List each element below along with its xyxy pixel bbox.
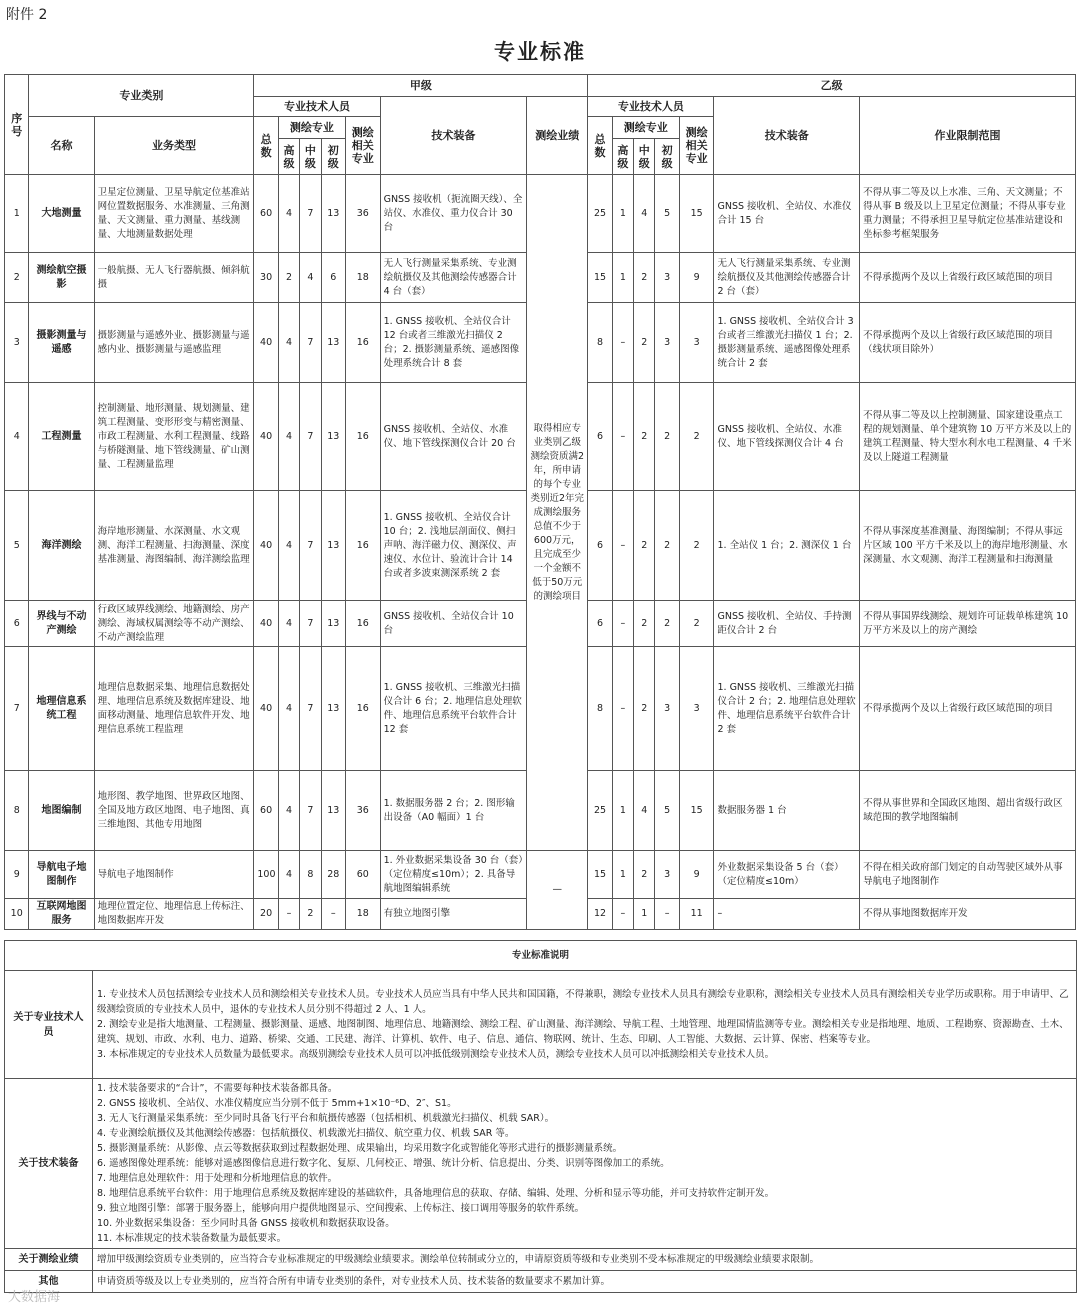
cell-b-jun: 5 <box>655 175 679 253</box>
cell-a-rel: 36 <box>345 175 380 253</box>
cell-biz: 地理位置定位、地理信息上传标注、地图数据库开发 <box>94 899 254 930</box>
cell-a-sen: 4 <box>278 771 299 851</box>
header-a-senior: 高级 <box>278 139 299 175</box>
cell-a-mid: 7 <box>300 771 321 851</box>
cell-b-mid: 2 <box>634 491 655 601</box>
header-a-staff: 专业技术人员 <box>254 97 380 117</box>
cell-a-equip: 1. 外业数据采集设备 30 台（套）（定位精度≤10m）；2. 具备导航地图编辑系统 <box>380 851 527 899</box>
header-b-equipment: 技术装备 <box>714 97 860 175</box>
cell-a-total: 20 <box>254 899 278 930</box>
header-b-related: 测绘相关专业 <box>679 117 714 175</box>
cell-b-rel: 9 <box>679 253 714 303</box>
notes-staff-label: 关于专业技术人员 <box>5 971 93 1079</box>
cell-no: 9 <box>5 851 29 899</box>
cell-b-jun: 3 <box>655 253 679 303</box>
cell-b-jun: 3 <box>655 851 679 899</box>
cell-b-rel: 2 <box>679 383 714 491</box>
table-row <box>5 175 1076 253</box>
cell-b-jun: 2 <box>655 383 679 491</box>
notes-equip-line: 10. 外业数据采集设备：至少同时具备 GNSS 接收机和数据获取设备。 <box>97 1218 395 1229</box>
cell-b-total: 8 <box>588 647 612 771</box>
cell-name: 界线与不动产测绘 <box>29 601 94 647</box>
cell-a-jun: 13 <box>321 491 345 601</box>
notes-staff-line: 2. 测绘专业是指大地测量、工程测量、摄影测量、遥感、地图制图、地理信息、地籍测绘、测绘工程、矿山测量、海洋测绘、导航工程、土地管理、地理国情监测等专业。测绘相关专业是指地理、地质、工程勘察、资源勘查、土木、建筑、规划、市政、水利、电力、道路、桥梁、交通、工民建、海洋、计算机、软件、电子、信息、通信、物联网、统计、生态、印刷、人工智能、大数据、云计算、保密、档案等专业。 <box>97 1019 1069 1045</box>
cell-b-sen: – <box>612 303 633 383</box>
cell-b-total: 15 <box>588 851 612 899</box>
cell-b-total: 12 <box>588 899 612 930</box>
cell-b-jun: 2 <box>655 491 679 601</box>
header-b-middle: 中级 <box>634 139 655 175</box>
header-seq: 序号 <box>5 75 29 175</box>
cell-name: 地理信息系统工程 <box>29 647 94 771</box>
cell-b-sen: 1 <box>612 771 633 851</box>
cell-a-jun: 13 <box>321 771 345 851</box>
cell-b-sen: – <box>612 647 633 771</box>
cell-scope: 不得承揽两个及以上省级行政区域范围的项目 <box>860 253 1076 303</box>
cell-a-jun: 13 <box>321 647 345 771</box>
cell-name: 工程测量 <box>29 383 94 491</box>
cell-b-equip: GNSS 接收机、全站仪、水准仪、地下管线探测仪合计 4 台 <box>714 383 860 491</box>
cell-a-sen: 4 <box>278 175 299 253</box>
cell-a-total: 40 <box>254 601 278 647</box>
cell-a-equip: GNSS 接收机、全站仪合计 10 台 <box>380 601 527 647</box>
cell-b-mid: 2 <box>634 851 655 899</box>
cell-b-rel: 2 <box>679 491 714 601</box>
header-category: 专业类别 <box>29 75 254 117</box>
cell-a-jun: 13 <box>321 175 345 253</box>
notes-title: 专业标准说明 <box>5 941 1077 971</box>
cell-a-sen: 4 <box>278 601 299 647</box>
cell-b-sen: – <box>612 899 633 930</box>
header-b-junior: 初级 <box>655 139 679 175</box>
cell-b-sen: 1 <box>612 253 633 303</box>
cell-b-total: 8 <box>588 303 612 383</box>
cell-a-sen: – <box>278 899 299 930</box>
cell-biz: 海岸地形测量、水深测量、水文观测、海洋工程测量、扫海测量、深度基准测量、海图编制、海洋测绘监理 <box>94 491 254 601</box>
page-title: 专业标准 <box>494 40 586 64</box>
cell-b-rel: 3 <box>679 303 714 383</box>
cell-b-rel: 3 <box>679 647 714 771</box>
cell-a-rel: 36 <box>345 771 380 851</box>
cell-b-sen: – <box>612 491 633 601</box>
cell-scope: 不得从事地图数据库开发 <box>860 899 1076 930</box>
cell-b-equip: 1. GNSS 接收机、全站仪合计 3 台或者三维激光扫描仪 1 台；2. 摄影测量系统、遥感图像处理系统合计 2 套 <box>714 303 860 383</box>
cell-scope: 不得承揽两个及以上省级行政区域范围的项目（线状项目除外） <box>860 303 1076 383</box>
cell-b-mid: 4 <box>634 771 655 851</box>
cell-biz: 地形图、教学地图、世界政区地图、全国及地方政区地图、电子地图、真三维地图、其他专用地图 <box>94 771 254 851</box>
cell-scope: 不得从事国界线测绘、规划许可证载单栋建筑 10 万平方米及以上的房产测绘 <box>860 601 1076 647</box>
cell-no: 2 <box>5 253 29 303</box>
header-name: 名称 <box>29 117 94 175</box>
cell-b-sen: – <box>612 383 633 491</box>
cell-b-total: 25 <box>588 175 612 253</box>
cell-b-total: 6 <box>588 601 612 647</box>
cell-a-jun: – <box>321 899 345 930</box>
notes-equip-line: 4. 专业测绘航摄仪及其他测绘传感器：包括航摄仪、机载激光扫描仪、航空重力仪、机载 SAR 等。 <box>97 1128 515 1139</box>
cell-b-jun: 2 <box>655 601 679 647</box>
cell-b-mid: 4 <box>634 175 655 253</box>
cell-biz: 导航电子地图制作 <box>94 851 254 899</box>
cell-name: 摄影测量与遥感 <box>29 303 94 383</box>
cell-b-equip: GNSS 接收机、全站仪、水准仪合计 15 台 <box>714 175 860 253</box>
notes-staff-line: 3. 本标准规定的专业技术人员数量为最低要求。高级别测绘专业技术人员可以冲抵低级别测绘专业技术人员，测绘专业技术人员可以冲抵测绘相关专业技术人员。 <box>97 1049 775 1060</box>
cell-b-rel: 15 <box>679 771 714 851</box>
notes-other-text: 申请资质等级及以上专业类别的，应当符合所有申请专业类别的条件，对专业技术人员、技术装备的数量要求不累加计算。 <box>93 1271 1077 1293</box>
cell-b-mid: 2 <box>634 647 655 771</box>
cell-b-rel: 9 <box>679 851 714 899</box>
cell-no: 8 <box>5 771 29 851</box>
notes-equip-line: 6. 遥感图像处理系统：能够对遥感图像信息进行数字化、复原、几何校正、增强、统计分析、信息提出、分类、识别等图像加工的系统。 <box>97 1158 670 1169</box>
cell-a-rel: 18 <box>345 253 380 303</box>
cell-a-total: 40 <box>254 383 278 491</box>
cell-name: 海洋测绘 <box>29 491 94 601</box>
cell-no: 10 <box>5 899 29 930</box>
cell-no: 6 <box>5 601 29 647</box>
cell-a-mid: 4 <box>300 253 321 303</box>
header-a-middle: 中级 <box>300 139 321 175</box>
cell-b-rel: 2 <box>679 601 714 647</box>
cell-biz: 一般航摄、无人飞行器航摄、倾斜航摄 <box>94 253 254 303</box>
cell-a-mid: 7 <box>300 383 321 491</box>
cell-a-rel: 18 <box>345 899 380 930</box>
notes-equip-line: 5. 摄影测量系统：从影像、点云等数据获取到过程数据处理、成果输出，均采用数字化或智能化等形式进行的摄影测量系统。 <box>97 1143 623 1154</box>
cell-name: 测绘航空摄影 <box>29 253 94 303</box>
header-b-survey-major: 测绘专业 <box>612 117 679 139</box>
cell-a-sen: 4 <box>278 851 299 899</box>
notes-other-label: 其他 <box>5 1271 93 1293</box>
cell-no: 7 <box>5 647 29 771</box>
cell-a-sen: 4 <box>278 303 299 383</box>
header-grade-a: 甲级 <box>254 75 588 97</box>
notes-perf-text: 增加甲级测绘资质专业类别的，应当符合专业标准规定的甲级测绘业绩要求。测绘单位转制或分立的，申请原资质等级和专业类别不受本标准规定的甲级测绘业绩要求限制。 <box>93 1249 1077 1271</box>
cell-a-jun: 6 <box>321 253 345 303</box>
cell-name: 大地测量 <box>29 175 94 253</box>
cell-scope: 不得从事深度基准测量、海图编制；不得从事远片区域 100 平方千米及以上的海岸地形测量、水深测量、水文观测、海洋工程测量和扫海测量 <box>860 491 1076 601</box>
notes-staff-line: 1. 专业技术人员包括测绘专业技术人员和测绘相关专业技术人员。专业技术人员应当具有中华人民共和国国籍，不得兼职，测绘专业技术人员具有测绘专业职称，测绘相关专业技术人员具有测绘相关专业学历或职称。用于申请甲、乙级测绘资质的专业技术人员中，退休的专业技术人员分别不得超过 2 人、1 人。 <box>97 989 1069 1015</box>
cell-b-sen: – <box>612 601 633 647</box>
cell-b-rel: 15 <box>679 175 714 253</box>
notes-equip-line: 3. 无人飞行测量采集系统：至少同时具备飞行平台和航摄传感器（包括相机、机载激光扫描仪、机载 SAR）。 <box>97 1113 555 1124</box>
header-grade-b: 乙级 <box>588 75 1076 97</box>
cell-b-total: 6 <box>588 491 612 601</box>
cell-b-mid: 2 <box>634 383 655 491</box>
cell-b-sen: 1 <box>612 175 633 253</box>
notes-equip-line: 1. 技术装备要求的“合计”，不需要每种技术装备都具备。 <box>97 1083 338 1094</box>
watermark-text: 大数据海 <box>8 1290 61 1305</box>
cell-b-jun: 3 <box>655 647 679 771</box>
cell-a-rel: 60 <box>345 851 380 899</box>
cell-a-sen: 4 <box>278 491 299 601</box>
cell-a-equip: GNSS 接收机（扼流圈天线）、全站仪、水准仪、重力仪合计 30 台 <box>380 175 527 253</box>
cell-biz: 控制测量、地形测量、规划测量、建筑工程测量、变形形变与精密测量、市政工程测量、水利工程测量、线路与桥隧测量、地下管线测量、矿山测量、工程测量监理 <box>94 383 254 491</box>
cell-b-equip: 数据服务器 1 台 <box>714 771 860 851</box>
cell-scope: 不得在相关政府部门划定的自动驾驶区域外从事导航电子地图制作 <box>860 851 1076 899</box>
standards-table <box>4 74 1076 930</box>
cell-b-equip: 1. GNSS 接收机、三维激光扫描仪合计 2 台；2. 地理信息处理软件、地理信息系统平台软件合计 2 套 <box>714 647 860 771</box>
cell-a-mid: 2 <box>300 899 321 930</box>
cell-a-jun: 13 <box>321 601 345 647</box>
cell-b-total: 25 <box>588 771 612 851</box>
performance-dash-cell: — <box>527 851 588 930</box>
cell-b-jun: 3 <box>655 303 679 383</box>
header-b-staff: 专业技术人员 <box>588 97 714 117</box>
notes-equip-label: 关于技术装备 <box>5 1079 93 1249</box>
notes-table <box>4 940 1077 1293</box>
cell-a-rel: 16 <box>345 303 380 383</box>
cell-a-rel: 16 <box>345 383 380 491</box>
header-b-senior: 高级 <box>612 139 633 175</box>
cell-a-mid: 7 <box>300 647 321 771</box>
header-a-survey-major: 测绘专业 <box>278 117 345 139</box>
cell-name: 地图编制 <box>29 771 94 851</box>
cell-b-equip: GNSS 接收机、全站仪、手持测距仪合计 2 台 <box>714 601 860 647</box>
cell-scope: 不得从事世界和全国政区地图、超出省级行政区域范围的教学地图编制 <box>860 771 1076 851</box>
header-business: 业务类型 <box>94 117 254 175</box>
cell-b-mid: 2 <box>634 253 655 303</box>
cell-a-sen: 2 <box>278 253 299 303</box>
cell-a-rel: 16 <box>345 647 380 771</box>
notes-equip-line: 11. 本标准规定的技术装备数量为最低要求。 <box>97 1233 287 1244</box>
cell-b-equip: – <box>714 899 860 930</box>
cell-b-total: 15 <box>588 253 612 303</box>
cell-a-total: 60 <box>254 771 278 851</box>
header-a-performance: 测绘业绩 <box>527 97 588 175</box>
cell-a-rel: 16 <box>345 601 380 647</box>
header-b-total: 总数 <box>588 117 612 175</box>
cell-a-total: 100 <box>254 851 278 899</box>
cell-b-sen: 1 <box>612 851 633 899</box>
cell-biz: 行政区域界线测绘、地籍测绘、房产测绘、海域权属测绘等不动产测绘、不动产测绘监理 <box>94 601 254 647</box>
cell-a-jun: 28 <box>321 851 345 899</box>
cell-scope: 不得承揽两个及以上省级行政区域范围的项目 <box>860 647 1076 771</box>
performance-requirement-cell: 取得相应专业类别乙级测绘资质满2年，所申请的每个专业类别近2年完成测绘服务总值不少于600万元，且完成至少一个金额不低于50万元的测绘项目 <box>527 175 588 851</box>
cell-biz: 地理信息数据采集、地理信息数据处理、地理信息系统及数据库建设、地面移动测量、地理信息软件开发、地理信息系统工程监理 <box>94 647 254 771</box>
cell-b-jun: – <box>655 899 679 930</box>
cell-a-equip: 1. 数据服务器 2 台；2. 图形输出设备（A0 幅面）1 台 <box>380 771 527 851</box>
notes-staff-text <box>93 971 1077 1079</box>
cell-a-mid: 8 <box>300 851 321 899</box>
cell-b-mid: 2 <box>634 601 655 647</box>
header-a-total: 总数 <box>254 117 278 175</box>
cell-b-total: 6 <box>588 383 612 491</box>
notes-equip-line: 7. 地理信息处理软件：用于处理和分析地理信息的软件。 <box>97 1173 338 1184</box>
cell-no: 5 <box>5 491 29 601</box>
cell-no: 1 <box>5 175 29 253</box>
cell-a-total: 40 <box>254 303 278 383</box>
cell-biz: 摄影测量与遥感外业、摄影测量与遥感内业、摄影测量与遥感监理 <box>94 303 254 383</box>
cell-scope: 不得从事二等及以上控制测量、国家建设重点工程的规划测量、单个建筑物 10 万平方米及以上的建筑工程测量、特大型水利水电工程测量、4 千米及以上隧道工程测量 <box>860 383 1076 491</box>
cell-no: 3 <box>5 303 29 383</box>
cell-a-rel: 16 <box>345 491 380 601</box>
cell-b-equip: 无人飞行测量采集系统、专业测绘航摄仪及其他测绘传感器合计 2 台（套） <box>714 253 860 303</box>
cell-a-mid: 7 <box>300 175 321 253</box>
cell-b-rel: 11 <box>679 899 714 930</box>
notes-equip-text <box>93 1079 1077 1249</box>
header-scope: 作业限制范围 <box>860 97 1076 175</box>
table-row <box>5 851 1076 899</box>
cell-name: 导航电子地图制作 <box>29 851 94 899</box>
header-a-equipment: 技术装备 <box>380 97 527 175</box>
cell-a-jun: 13 <box>321 383 345 491</box>
cell-a-total: 60 <box>254 175 278 253</box>
cell-b-mid: 1 <box>634 899 655 930</box>
cell-a-equip: GNSS 接收机、全站仪、水准仪、地下管线探测仪合计 20 台 <box>380 383 527 491</box>
cell-a-equip: 1. GNSS 接收机、全站仪合计 12 台或者三维激光扫描仪 2 台；2. 摄影测量系统、遥感图像处理系统合计 8 套 <box>380 303 527 383</box>
header-a-related: 测绘相关专业 <box>345 117 380 175</box>
cell-biz: 卫星定位测量、卫星导航定位基准站网位置数据服务、水准测量、三角测量、天文测量、重力测量、基线测量、大地测量数据处理 <box>94 175 254 253</box>
cell-b-equip: 1. 全站仪 1 台；2. 测深仪 1 台 <box>714 491 860 601</box>
cell-a-total: 40 <box>254 491 278 601</box>
cell-b-jun: 5 <box>655 771 679 851</box>
cell-b-mid: 2 <box>634 303 655 383</box>
cell-name: 互联网地图服务 <box>29 899 94 930</box>
notes-equip-line: 8. 地理信息系统平台软件：用于地理信息系统及数据库建设的基础软件，具备地理信息的获取、存储、编辑、处理、分析和显示等功能，并可支持软件定制开发。 <box>97 1188 775 1199</box>
cell-a-mid: 7 <box>300 303 321 383</box>
attachment-label: 附件 2 <box>6 7 48 23</box>
cell-a-sen: 4 <box>278 647 299 771</box>
notes-equip-line: 2. GNSS 接收机、全站仪、水准仪精度应当分别不低于 5mm+1×10⁻⁶D、2″、S1。 <box>97 1098 457 1109</box>
cell-a-mid: 7 <box>300 601 321 647</box>
notes-equip-line: 9. 独立地图引擎：部署于服务器上，能够向用户提供地图显示、空间搜索、上传标注、接口调用等服务的软件系统。 <box>97 1203 585 1214</box>
header-a-junior: 初级 <box>321 139 345 175</box>
cell-a-equip: 无人飞行测量采集系统、专业测绘航摄仪及其他测绘传感器合计 4 台（套） <box>380 253 527 303</box>
cell-a-total: 40 <box>254 647 278 771</box>
cell-no: 4 <box>5 383 29 491</box>
cell-a-jun: 13 <box>321 303 345 383</box>
cell-a-equip: 有独立地图引擎 <box>380 899 527 930</box>
cell-a-equip: 1. GNSS 接收机、三维激光扫描仪合计 6 台；2. 地理信息处理软件、地理信息系统平台软件合计 12 套 <box>380 647 527 771</box>
cell-a-equip: 1. GNSS 接收机、全站仪合计 10 台；2. 浅地层剖面仪、侧扫声呐、海洋磁力仪、测深仪、声速仪、水位计、验流计合计 14 台或者多波束测深系统 2 套 <box>380 491 527 601</box>
cell-a-mid: 7 <box>300 491 321 601</box>
cell-b-equip: 外业数据采集设备 5 台（套）（定位精度≤10m） <box>714 851 860 899</box>
notes-perf-label: 关于测绘业绩 <box>5 1249 93 1271</box>
cell-a-total: 30 <box>254 253 278 303</box>
cell-a-sen: 4 <box>278 383 299 491</box>
cell-scope: 不得从事二等及以上水准、三角、天文测量；不得从事 B 级及以上卫星定位测量；不得从事专业重力测量；不得承担卫星导航定位基准站建设和坐标参考框架服务 <box>860 175 1076 253</box>
